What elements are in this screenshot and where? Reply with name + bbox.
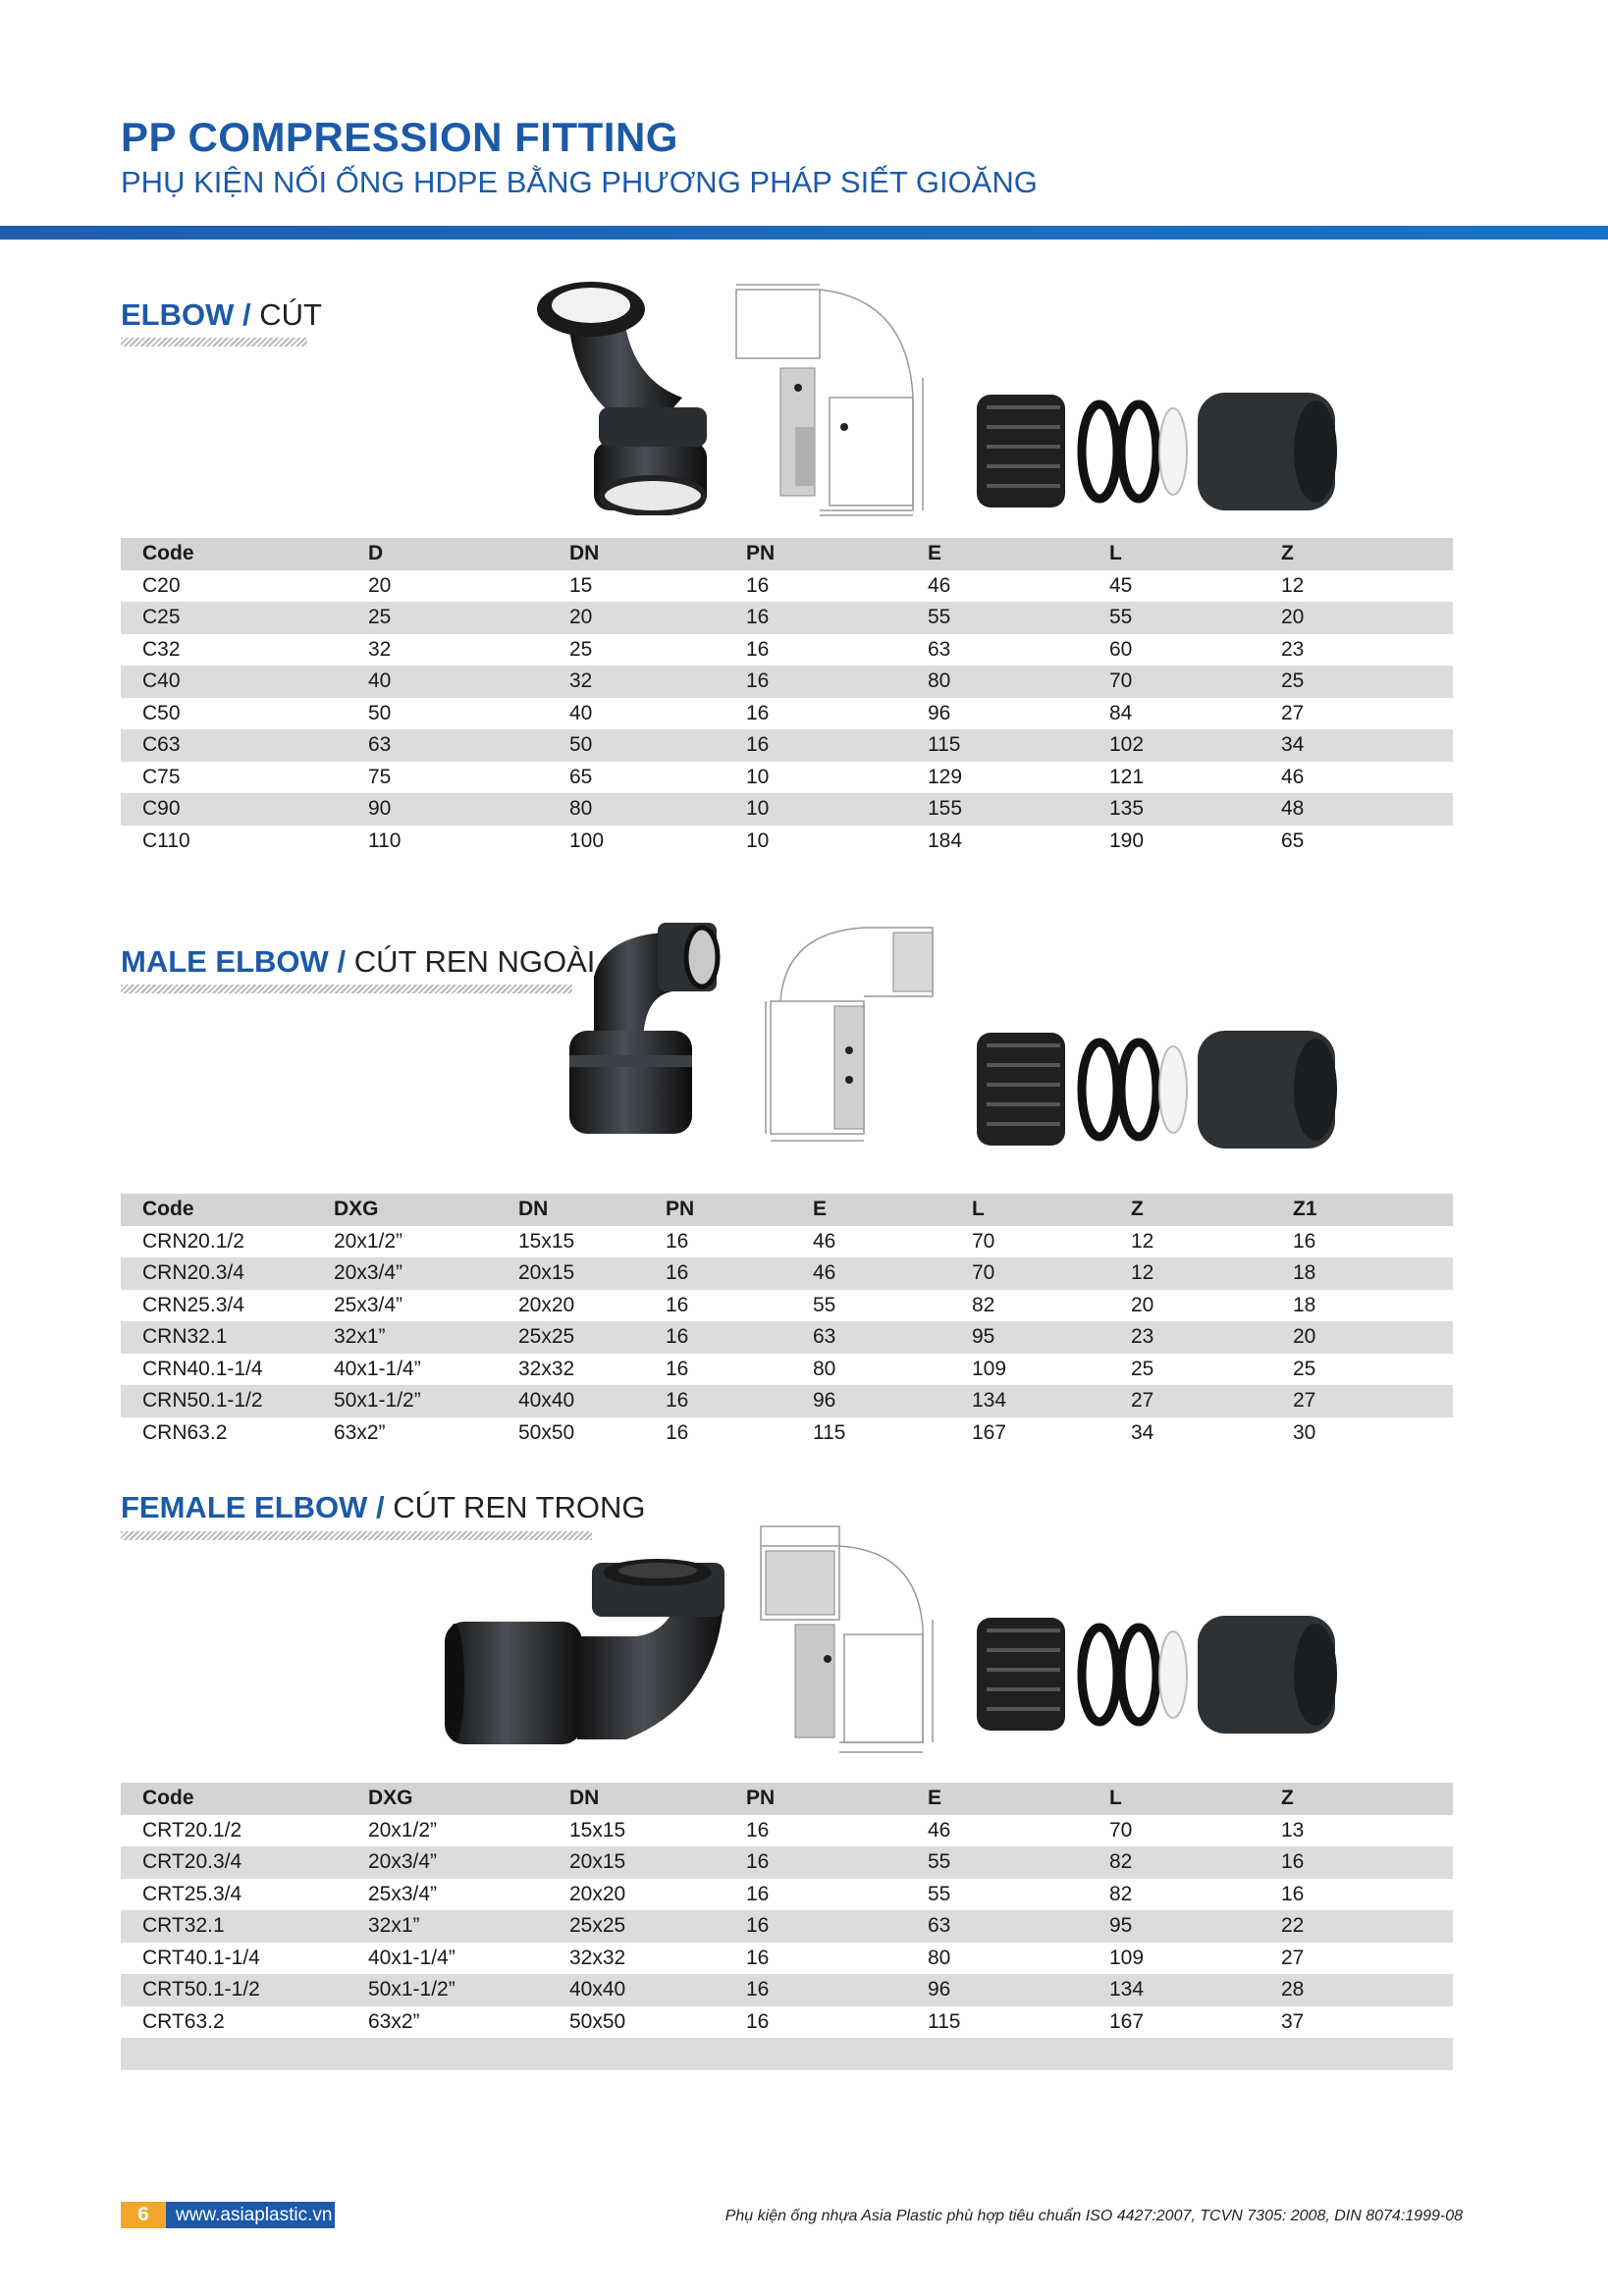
section-underline xyxy=(121,985,572,993)
section-title-vi: CÚT xyxy=(259,297,322,332)
table-row: CRT63.2 63x2” 50x50 16 115 167 37 xyxy=(142,2009,1305,2033)
section-title-vi: CÚT REN NGOÀI xyxy=(353,944,596,979)
column-header: L xyxy=(1109,1787,1122,1810)
male-elbow-spec-table xyxy=(121,1194,1453,1449)
section-underline xyxy=(121,1531,592,1540)
section-title-separator: / xyxy=(242,297,251,332)
column-header: PN xyxy=(666,1198,695,1221)
elbow-technical-drawing xyxy=(731,280,952,520)
column-header: PN xyxy=(746,542,776,565)
table-row: CRT32.1 32x1” 25x25 16 63 95 22 xyxy=(121,1910,1453,1943)
column-header: L xyxy=(1109,542,1122,565)
section-title-separator: / xyxy=(376,1490,385,1524)
column-header: Z xyxy=(1281,1787,1294,1810)
section-title-en: ELBOW xyxy=(121,297,235,332)
table-row: CRT25.3/4 25x3/4” 20x20 16 55 82 16 xyxy=(142,1882,1305,1905)
elbow-spec-table xyxy=(121,538,1453,857)
female-elbow-technical-drawing xyxy=(751,1522,947,1772)
table-row: CRN25.3/4 25x3/4” 20x20 16 55 82 20 18 xyxy=(142,1293,1316,1316)
table-row: CRN20.1/2 20x1/2” 15x15 16 46 70 12 16 xyxy=(142,1229,1316,1253)
column-header: Code xyxy=(142,1198,194,1221)
male-elbow-exploded-parts xyxy=(972,1021,1350,1158)
section-title-separator: / xyxy=(337,944,347,979)
elbow-exploded-parts xyxy=(972,383,1350,520)
table-header-row xyxy=(121,1783,1453,1815)
table-row: CRN20.3/4 20x3/4” 20x15 16 46 70 12 18 xyxy=(121,1257,1453,1290)
column-header: Code xyxy=(142,1787,194,1810)
table-row: CRT20.3/4 20x3/4” 20x15 16 55 82 16 xyxy=(121,1846,1453,1879)
page-number: 6 xyxy=(121,2202,166,2228)
table-row: CRN50.1-1/2 50x1-1/2” 40x40 16 96 134 27 27 xyxy=(121,1385,1453,1417)
column-header: DN xyxy=(569,542,600,565)
section-title-vi: CÚT REN TRONG xyxy=(393,1490,646,1524)
section-title-en: MALE ELBOW xyxy=(121,944,329,979)
table-row: C90 90 80 10 155 135 48 xyxy=(121,793,1453,826)
female-elbow-exploded-parts xyxy=(972,1606,1350,1743)
table-row: CRT40.1-1/4 40x1-1/4” 32x32 16 80 109 27 xyxy=(142,1946,1305,1969)
column-header: D xyxy=(368,542,384,565)
header-divider xyxy=(0,226,1608,240)
column-header: DN xyxy=(569,1787,600,1810)
column-header: Z1 xyxy=(1293,1198,1317,1221)
column-header: PN xyxy=(746,1787,776,1810)
table-row: C75 75 65 10 129 121 46 xyxy=(142,765,1305,788)
male-elbow-product-photo xyxy=(564,918,731,1139)
table-row: C110 110 100 10 184 190 65 xyxy=(142,828,1305,852)
column-header: DN xyxy=(518,1198,549,1221)
page-subtitle: PHỤ KIỆN NỐI ỐNG HDPE BẰNG PHƯƠNG PHÁP SIẾT GIOĂNG xyxy=(121,165,1038,199)
column-header: E xyxy=(928,542,942,565)
column-header: E xyxy=(928,1787,942,1810)
section-title-male-elbow xyxy=(121,944,595,980)
table-row: CRT20.1/2 20x1/2” 15x15 16 46 70 13 xyxy=(142,1818,1305,1842)
table-row: CRN40.1-1/4 40x1-1/4” 32x32 16 80 109 25 25 xyxy=(142,1357,1316,1380)
table-row: CRT50.1-1/2 50x1-1/2” 40x40 16 96 134 28 xyxy=(121,1974,1453,2006)
table-header-row xyxy=(121,1194,1453,1226)
male-elbow-technical-drawing xyxy=(756,913,952,1144)
column-header: DXG xyxy=(368,1787,413,1810)
column-header: E xyxy=(813,1198,828,1221)
table-row: CRN63.2 63x2” 50x50 16 115 167 34 30 xyxy=(142,1420,1316,1444)
website-link[interactable]: www.asiaplastic.vn xyxy=(166,2202,335,2228)
column-header: DXG xyxy=(334,1198,379,1221)
section-underline xyxy=(121,338,307,347)
column-header: L xyxy=(972,1198,985,1221)
table-row: C25 25 20 16 55 55 20 xyxy=(121,602,1453,634)
table-header-row xyxy=(121,538,1453,570)
table-row: CRN32.1 32x1” 25x25 16 63 95 23 20 xyxy=(121,1321,1453,1354)
section-title-female-elbow xyxy=(121,1490,646,1525)
elbow-product-photo xyxy=(510,270,726,515)
section-title-elbow xyxy=(121,297,322,333)
female-elbow-spec-table xyxy=(121,1783,1453,2070)
table-row-empty xyxy=(121,2038,1453,2070)
page-title: PP COMPRESSION FITTING xyxy=(121,114,678,160)
table-row: C63 63 50 16 115 102 34 xyxy=(121,729,1453,762)
section-title-en: FEMALE ELBOW xyxy=(121,1490,368,1524)
female-elbow-product-photo xyxy=(440,1553,729,1759)
column-header: Code xyxy=(142,542,194,565)
column-header: Z xyxy=(1131,1198,1144,1221)
table-row: C40 40 32 16 80 70 25 xyxy=(121,666,1453,698)
table-row: C20 20 15 16 46 45 12 xyxy=(142,573,1305,597)
table-row: C50 50 40 16 96 84 27 xyxy=(142,701,1305,724)
column-header: Z xyxy=(1281,542,1294,565)
standards-note: Phụ kiện ống nhựa Asia Plastic phù hợp tiêu chuẩn ISO 4427:2007, TCVN 7305: 2008, DIN 8074:1999-08 xyxy=(724,2208,1463,2224)
table-row: C32 32 25 16 63 60 23 xyxy=(142,637,1305,661)
